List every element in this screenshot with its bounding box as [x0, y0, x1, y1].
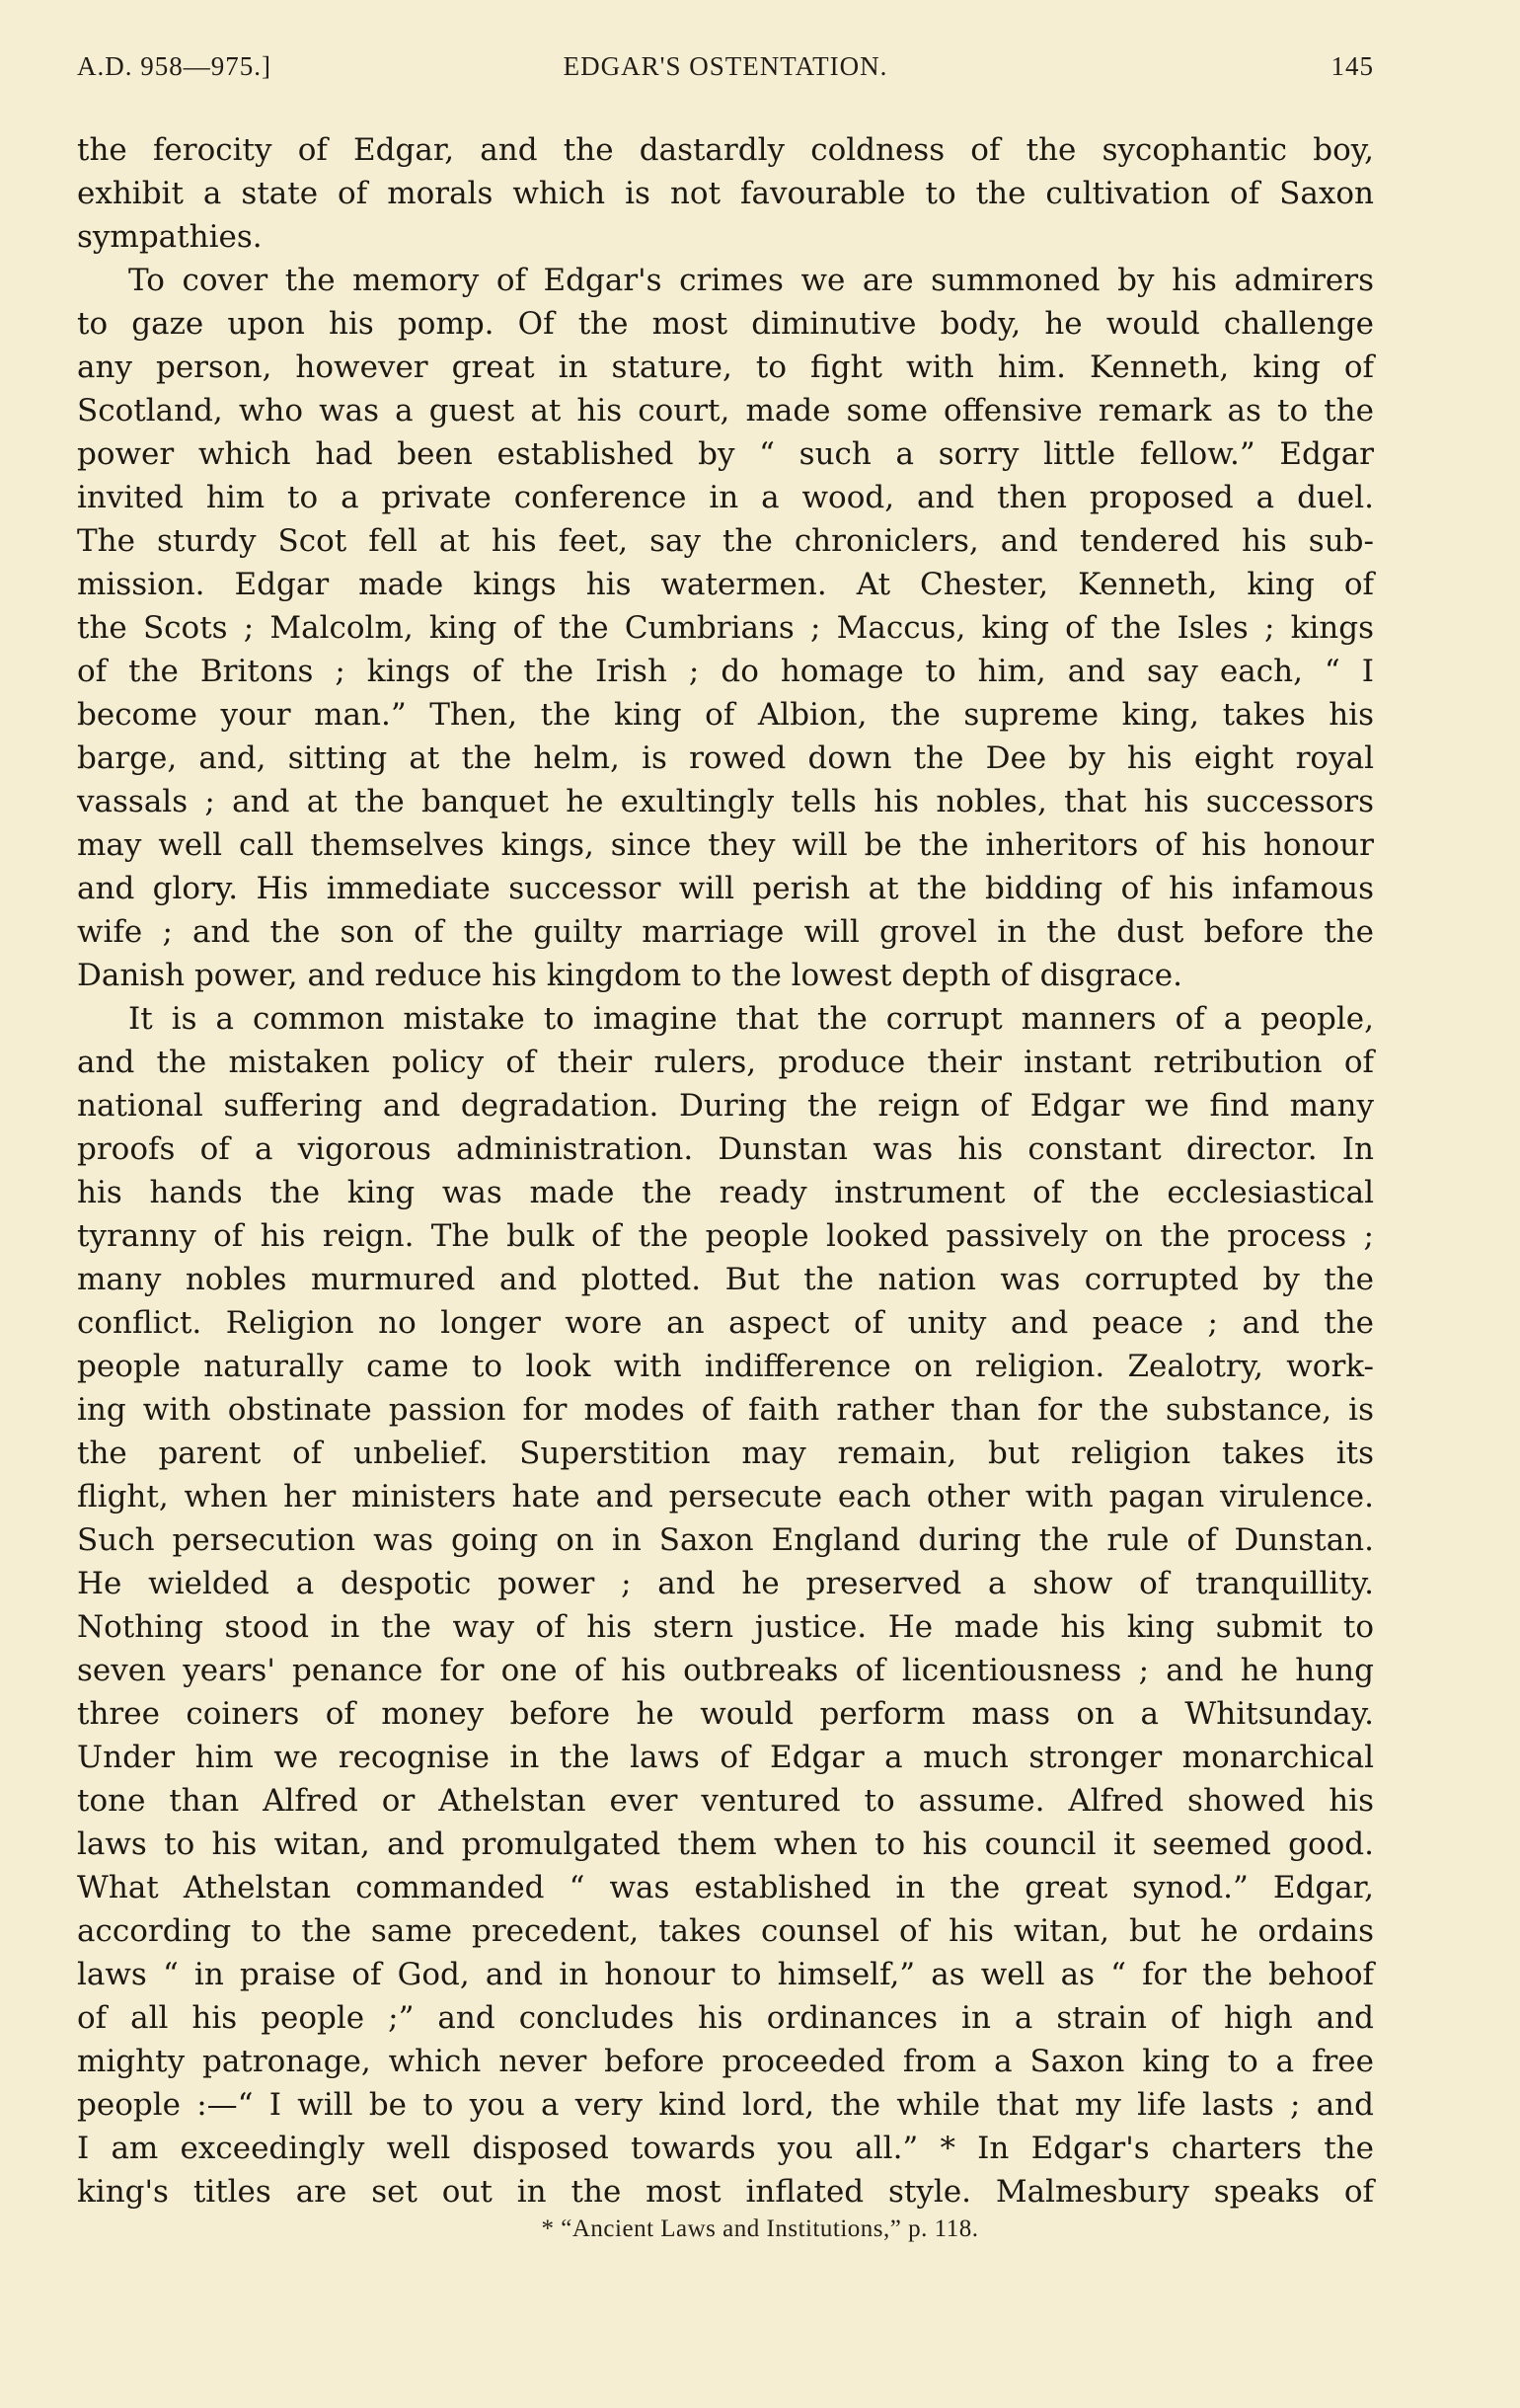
running-head: [77, 51, 1374, 91]
text-line: national suffering and degradation. During the reign of Edgar we find many: [77, 1088, 1374, 1124]
text-line: to gaze upon his pomp. Of the most diminutive body, he would challenge: [77, 306, 1374, 342]
text-line: vassals ; and at the banquet he exultingly tells his nobles, that his successors: [77, 784, 1374, 819]
text-line: Nothing stood in the way of his stern justice. He made his king submit to: [77, 1609, 1374, 1645]
text-line: exhibit a state of morals which is not favourable to the cultivation of Saxon: [77, 176, 1374, 211]
text-line: people :—“ I will be to you a very kind lord, the while that my life lasts ; and: [77, 2087, 1374, 2123]
text-line: of the Britons ; kings of the Irish ; do homage to him, and say each, “ I: [77, 654, 1374, 689]
page-number: 145: [1330, 51, 1374, 81]
text-line: sympathies.: [77, 219, 263, 255]
text-line: the parent of unbelief. Superstition may remain, but religion takes its: [77, 1436, 1374, 1471]
text-line: people naturally came to look with indifference on religion. Zealotry, work-: [77, 1349, 1374, 1384]
footnote: * “Ancient Laws and Institutions,” p. 118.: [541, 2215, 979, 2242]
text-line: laws to his witan, and promulgated them when to his council it seemed good.: [77, 1826, 1374, 1862]
text-line: I am exceedingly well disposed towards you all.” * In Edgar's charters the: [77, 2131, 1374, 2166]
text-line: tyranny of his reign. The bulk of the people looked passively on the process ;: [77, 1218, 1374, 1254]
text-line: wife ; and the son of the guilty marriage will grovel in the dust before the: [77, 914, 1374, 950]
text-line: according to the same precedent, takes counsel of his witan, but he ordains: [77, 1913, 1374, 1949]
text-line: ing with obstinate passion for modes of faith rather than for the substance, is: [77, 1392, 1374, 1428]
text-line: barge, and, sitting at the helm, is rowed down the Dee by his eight royal: [77, 740, 1374, 776]
text-line: invited him to a private conference in a wood, and then proposed a duel.: [77, 480, 1374, 515]
text-line: laws “ in praise of God, and in honour to himself,” as well as “ for the behoof: [77, 1957, 1374, 1992]
text-line: Scotland, who was a guest at his court, made some offensive remark as to the: [77, 393, 1374, 428]
text-line: Danish power, and reduce his kingdom to the lowest depth of disgrace.: [77, 958, 1182, 993]
chapter-heading: EDGAR'S OSTENTATION.: [563, 51, 888, 81]
text-line: flight, when her ministers hate and persecute each other with pagan virulence.: [77, 1479, 1374, 1515]
text-line: many nobles murmured and plotted. But the nation was corrupted by the: [77, 1262, 1374, 1297]
text-line: The sturdy Scot fell at his feet, say the chroniclers, and tendered his sub-: [77, 523, 1374, 559]
text-line: To cover the memory of Edgar's crimes we are summoned by his admirers: [128, 263, 1374, 298]
text-line: proofs of a vigorous administration. Dunstan was his constant director. In: [77, 1131, 1374, 1167]
text-line: may well call themselves kings, since they will be the inheritors of his honour: [77, 827, 1374, 863]
text-line: his hands the king was made the ready instrument of the ecclesiastical: [77, 1175, 1374, 1210]
text-line: and glory. His immediate successor will perish at the bidding of his infamous: [77, 871, 1374, 906]
text-line: Under him we recognise in the laws of Edgar a much stronger monarchical: [77, 1740, 1374, 1775]
text-line: power which had been established by “ such a sorry little fellow.” Edgar: [77, 436, 1374, 472]
text-line: tone than Alfred or Athelstan ever ventured to assume. Alfred showed his: [77, 1783, 1374, 1819]
text-line: It is a common mistake to imagine that the corrupt manners of a people,: [128, 1001, 1374, 1037]
body-text: [77, 128, 1374, 2214]
text-line: any person, however great in stature, to fight with him. Kenneth, king of: [77, 350, 1374, 385]
text-line: of all his people ;” and concludes his ordinances in a strain of high and: [77, 2000, 1374, 2036]
text-line: Such persecution was going on in Saxon England during the rule of Dunstan.: [77, 1522, 1374, 1558]
text-line: three coiners of money before he would perform mass on a Whitsunday.: [77, 1696, 1374, 1732]
text-line: seven years' penance for one of his outbreaks of licentiousness ; and he hung: [77, 1653, 1374, 1688]
text-line: mission. Edgar made kings his watermen. At Chester, Kenneth, king of: [77, 567, 1374, 602]
text-line: the ferocity of Edgar, and the dastardly coldness of the sycophantic boy,: [77, 132, 1374, 168]
text-line: What Athelstan commanded “ was established in the great synod.” Edgar,: [77, 1870, 1374, 1905]
text-line: king's titles are set out in the most inflated style. Malmesbury speaks of: [77, 2174, 1374, 2210]
text-line: and the mistaken policy of their rulers, produce their instant retribution of: [77, 1045, 1374, 1080]
text-line: mighty patronage, which never before proceeded from a Saxon king to a free: [77, 2044, 1374, 2079]
text-line: He wielded a despotic power ; and he preserved a show of tranquillity.: [77, 1566, 1374, 1601]
text-line: conflict. Religion no longer wore an aspect of unity and peace ; and the: [77, 1305, 1374, 1341]
date-range: A.D. 958—975.]: [77, 51, 271, 81]
text-line: become your man.” Then, the king of Albion, the supreme king, takes his: [77, 697, 1374, 733]
text-line: the Scots ; Malcolm, king of the Cumbrians ; Maccus, king of the Isles ; kings: [77, 610, 1374, 646]
